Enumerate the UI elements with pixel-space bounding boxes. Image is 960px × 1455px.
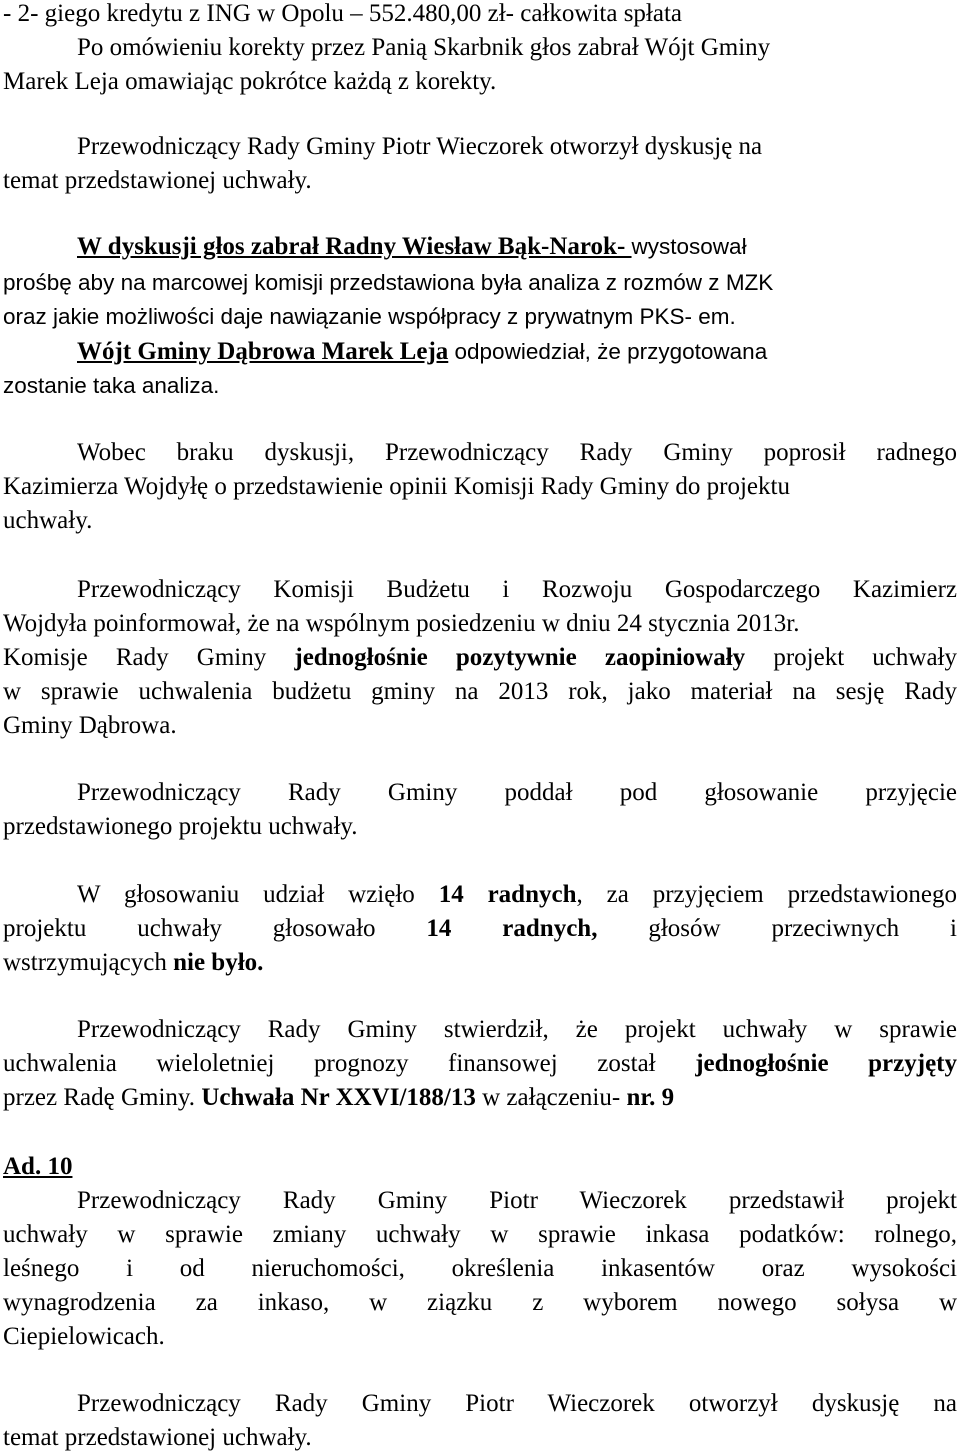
text-line: W głosowaniu udział wzięło 14 radnych, za przyjęciem przedstawionego bbox=[77, 881, 958, 908]
text-line: projektu uchwały głosowało 14 radnych, głosów przeciwnych i bbox=[3, 915, 957, 942]
text-line: Po omówieniu korekty przez Panią Skarbnik głos zabrał Wójt Gminy bbox=[77, 34, 771, 61]
text-line: przedstawionego projektu uchwały. bbox=[3, 813, 358, 840]
text-line: Przewodniczący Rady Gminy poddał pod głosowanie przyjęcie bbox=[77, 779, 957, 806]
text-line: temat przedstawionej uchwały. bbox=[3, 1424, 312, 1451]
text-line: Gminy Dąbrowa. bbox=[3, 712, 177, 739]
text-line: przez Radę Gminy. Uchwała Nr XXVI/188/13 w załączeniu- nr. 9 bbox=[3, 1084, 675, 1111]
text-line: Wojdyła poinformował, że na wspólnym posiedzeniu w dniu 24 stycznia 2013r. bbox=[3, 610, 800, 637]
text-line: Przewodniczący Komisji Budżetu i Rozwoju Gospodarczego Kazimierz bbox=[77, 576, 957, 603]
text-line: prośbę aby na marcowej komisji przedstawiona była analiza z rozmów z MZK bbox=[3, 270, 774, 295]
text-line: uchwały. bbox=[3, 507, 93, 534]
text-line: Przewodniczący Rady Gminy stwierdził, że projekt uchwały w sprawie bbox=[77, 1016, 957, 1043]
text-line: Komisje Rady Gminy jednogłośnie pozytywnie zaopiniowały projekt uchwały bbox=[3, 644, 957, 671]
text-line: Przewodniczący Rady Gminy Piotr Wieczorek przedstawił projekt bbox=[77, 1187, 957, 1214]
text-line: Ciepielowicach. bbox=[3, 1323, 165, 1350]
resolution-number: Uchwała Nr XXVI/188/13 bbox=[201, 1084, 476, 1111]
text-line: leśnego i od nieruchomości, określenia inkasentów oraz wysokości bbox=[3, 1255, 957, 1282]
speaker-name: W dyskusji głos zabrał Radny Wiesław Bąk-Narok- bbox=[77, 233, 632, 260]
speaker-name: Wójt Gminy Dąbrowa Marek Leja bbox=[77, 338, 449, 365]
text-line: wstrzymujących nie było. bbox=[3, 949, 264, 976]
text-line: Wobec braku dyskusji, Przewodniczący Rady Gminy poprosił radnego bbox=[77, 439, 957, 466]
text-line: uchwały w sprawie zmiany uchwały w sprawie inkasa podatków: rolnego, bbox=[3, 1221, 957, 1248]
text-line: oraz jakie możliwości daje nawiązanie współpracy z prywatnym PKS- em. bbox=[3, 304, 736, 329]
text-line: w sprawie uchwalenia budżetu gminy na 2013 rok, jako materiał na sesję Rady bbox=[3, 678, 957, 705]
text-line: temat przedstawionej uchwały. bbox=[3, 167, 312, 194]
text-line: W dyskusji głos zabrał Radny Wiesław Bąk-Narok- wystosował bbox=[77, 233, 747, 260]
text-line: zostanie taka analiza. bbox=[3, 373, 220, 398]
section-heading: Ad. 10 bbox=[3, 1153, 73, 1180]
text-line: Przewodniczący Rady Gminy Piotr Wieczorek otworzył dyskusję na bbox=[77, 133, 763, 160]
text-line: Kazimierza Wojdyłę o przedstawienie opinii Komisji Rady Gminy do projektu bbox=[3, 473, 790, 500]
text-line: uchwalenia wieloletniej prognozy finansowej został jednogłośnie przyjęty bbox=[3, 1050, 957, 1077]
text-line: Przewodniczący Rady Gminy Piotr Wieczorek otworzył dyskusję na bbox=[77, 1390, 957, 1417]
text-line: Wójt Gminy Dąbrowa Marek Leja odpowiedział, że przygotowana bbox=[77, 338, 768, 365]
text-line: Marek Leja omawiając pokrótce każdą z korekty. bbox=[3, 68, 497, 95]
text-line: wynagrodzenia za inkaso, w ziązku z wyborem nowego sołysa w bbox=[3, 1289, 957, 1316]
text-line: - 2- giego kredytu z ING w Opolu – 552.480,00 zł- całkowita spłata bbox=[3, 0, 683, 27]
